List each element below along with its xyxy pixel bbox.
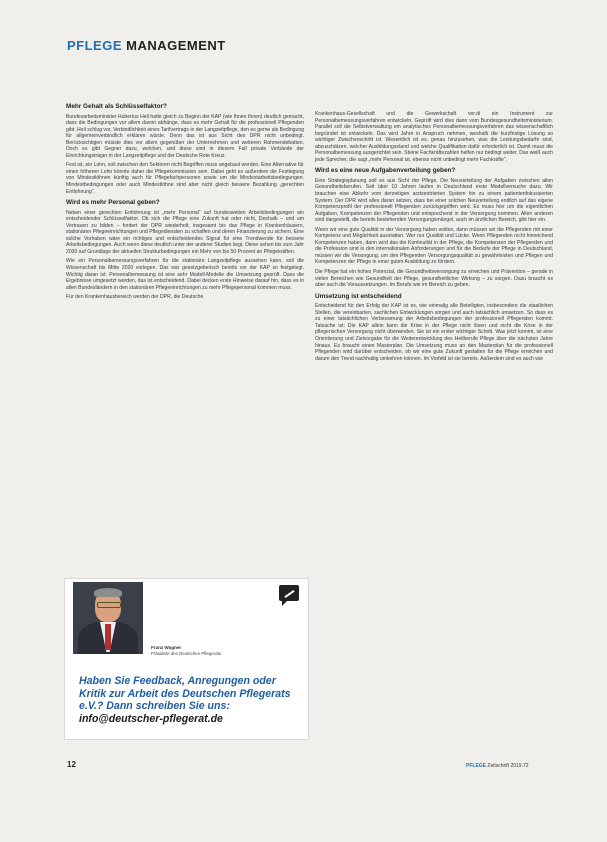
paragraph: Bundesarbeitsminister Hubertus Heil hatte gleich zu Beginn der KAP (wie Ihnen Ihnen) deutlich gemacht, dass die Bedingungen vor allem davon abhänge, dass es mehr Gehalt für die professionell Pflegenden gibt. Heil schlug vor, Verbindlichkeit eines Tarifvertrags in der Langzeitpflege, den es gerne als Bedingung für allgemeinverbindlich erklären würde. Denn das ist aus Sicht des DPR nicht unbedingt. Berücksichtigen müsste dies vor allem gegenüber der Unternehmen und weiteren Rahmendebatten. Doch es gibt Gegner dazu, welchen, und diese sind in diesem Fall private Verbände der Einrichtungsträger in der Langzeitpflege und der Deutsche Rote Kreuz.	[66, 113, 304, 159]
feedback-pencil-icon	[279, 585, 299, 601]
footer-brand: PFLEGE	[466, 763, 487, 769]
paragraph: Für den Krankenhausbereich werden der DPR, die Deutsche	[66, 294, 204, 301]
page-header	[67, 38, 226, 53]
portrait-photo	[73, 582, 143, 654]
paragraph: Die Pflege hat ein hohes Potenzial, die Gesundheitsversorgung zu erreichen und Prävention – gerade in vielen Bereichen wie Gesundheit der Pflege, gesundheitlicher Wirkung – zu sorgen. Dazu braucht es aber auch die Voraussetzungen. Im Berufe wie im Bereich zu geben.	[315, 269, 553, 289]
paragraph: Krankenhaus-Gesellschaft und die Gewerkschaft ver.di ein Instrument zur Personalbemessungsverfahren entwickeln. Geprüft wird dies dann vom Bundesgesundheitsministerium. Parallel soll die Selbstverwaltung ein analytisches Personalbemessungsverfahren das wissenschaftlich begründet ist entwickeln. Das wird Jahre in Anspruch nehmen, weshalb die kurzfristige Lösung so wichtiger Zwischenschritt ist. Wesentlich ist es, genau hinzusehen, was die Leistungsbedarfe sind, abzuschätzen, welcher Ausbildungsstand und welche Qualifikation dafür erforderlich ist. Damit muss die Personalbemessung ausgerichtet sein. Steine Fachkräftezahlen helfen nur bedingt weiter. Das weiß auch jede Sprecher, die sagt „mehr Personal ist, ebenso nicht unbedingt mehr Fachkräfte“.	[315, 111, 553, 163]
person-name: Franz Wagner	[151, 645, 182, 650]
header-brand: PFLEGE	[67, 38, 123, 53]
paragraph: Eine Strategieplanung soll es aus Sicht der Pflege. Die Neuverteilung der Aufgaben zwischen allen Gesundheitsberufen. Seit über 10 Jahren laufen in Deutschland erste Modellversuche dazu. Wir brauchen eine Abkehr vom derzeitigen arztzentrierten System hin zu einem patientenfokussierten System. Der DPR wird alles daran setzen, dass bei einer solchen Neuverteilung endlich auf das eigene Kompetenzprofil der professionell Pflegenden zurückgegriffen wird. Es muss hier um die eigentlichen Aufgaben, Kompetenzen der Pflegenden und entsprechend in der Versorgung kommen. Allen anderen sind dargestellt, die bereits bestehenden Versorgungsmängel, auch im ärztlichen Bereich, gibt hier ein.	[315, 177, 553, 224]
heading-aufgabenverteilung: Wird es eine neue Aufgabenverteilung geben?	[315, 167, 456, 175]
page-number: 12	[67, 760, 76, 769]
paragraph: Neben einer gerechten Entlohnung ist „mehr Personal“ auf bundesweiten Arbeitsbedingungen ein entscheidender Schlüsselfaktor. Ob sich die Pflege eine Zukunft hat oder nicht, Deshalb – und um Vertrauen zu bilden – fordert der DPR wiederholt, insgesamt bis das Pflege in Krankenhäusern, stationären Pflegeeinrichtungen und Pflegediensten zu schaffen und deren Finanzierung zu sichern. Eine solche Vorhaben wäre ein richtiges und entscheidendes Signal für eine Trendwende für bessere Arbeitsbedingungen. Auch wenn diese deutlich unter der anderer Studien liegt. Diese sehen bis zum Jahr 2030 auf Grundlage der aktuellen Strukturbedingungen ein Mehr von bis 50 Prozent an Pflegekräften.	[66, 209, 304, 255]
person-role: Präsident des Deutschen Pflegerats	[151, 651, 222, 656]
heading-personal: Wird es mehr Personal geben?	[66, 199, 160, 207]
footer-publication	[466, 763, 529, 769]
right-column	[315, 111, 553, 365]
contact-email-link[interactable]: info@deutscher-pflegerat.de	[79, 712, 223, 725]
left-column	[66, 104, 304, 304]
paragraph: Fest ist, ein Lohn, soll zwischen den Sektoren nicht Begriffen muss angebaut werden. Eine Alternative für einen höheren Lohn könnte daher die Pflegekommission sein. Dabei geht es außerdem die Festlegung von Mindestlöhnen künftig auch für Pflegefachpersonen sowie um die Mindestarbeitsbedingungen. Mindestbedingungen oder auch Mindestlöhne sind aber nicht gleich bessere Bezahlung „gerechten Entlohnung“.	[66, 162, 304, 195]
feedback-cta	[79, 675, 303, 725]
footer-issue: Zeitschrift 2019.72	[487, 763, 529, 769]
heading-gehalt: Mehr Gehalt als Schlüsselfaktor?	[66, 103, 167, 110]
paragraph: Entscheidend für den Erfolg der KAP ist es, wie einmalig alle Beteiligten, insbesondere die staatlichen Stellen, die vereinbarten, sachlichen Entwicklungen sorgen und auch tatsächlich umsetzen. So dass es zu einer tatsächlichen Verbesserung der Arbeitsbedingungen der professionell Pflegenden kommt. Tatsache ist: Die KAP allein kann die Krise in der Pflege nicht lösen und nicht die Krise in der pflegerischen Versorgung nicht überwinden. Sie ist ein erster wichtiger Schritt. Was jetzt kommt, ist eine Orientierung und Zielvorgabe für die Weiterentwicklung des Heilberufe Pflege über die nächsten Jahre hinaus. Es braucht einen Masterplan. Die Umsetzung muss an den Masterplan für die professionell Pflegenden wird darüber entscheiden, ob wir eine gute Zukunft gestalten für die Pflege erreichen und darum den Trend nachhaltig umkehren können. Im Vorfeld ist sie bereits. Außerdem sind es auch wie	[315, 303, 553, 362]
heading-umsetzung: Umsetzung ist entscheidend	[315, 292, 402, 300]
paragraph: Wie ein Personalbemessungsverfahren für die stationäre Langzeitpflege aussehen kann, soll die Wissenschaft bis Mitte 2020 vorlegen. Das war gesetzgeberisch bereits vor der KAP so festgelegt. Wichtig daran ist: Personalbemessung ist eine sehr Modell-Modelle die Umsetzung geprüft. Dass die Ergebnisse umgesetzt werden, das ist entscheidend. Dabei decken erste Hinweise darauf hin, dass es in allen Bundesländern in den stationären Pflegeeinrichtungen zu mehr Pflegepersonal kommen muss.	[66, 258, 304, 291]
feedback-box	[64, 578, 309, 740]
paragraph: Wenn wir eine gute Qualität in der Versorgung haben wollen, dann müssen wir die Pflegenden mit einer Kompetenz und Möglichkeit ausstatten. Wer nur Qualität und Lücke. Wenn Pflegenden nicht hinreichend Kompetenzen haben, dann wird das die Kontinuität in der Pflege, die Kompetenzen der Pflegenden und die Profession sind in den internationalen Anforderungen und für die Bedarfe der Pflege in Deutschland, müssen wir die Versorgung, um den Pflegenden Versorgungsqualität zu gewährleisten und Pflegen und Kompetenzen der Pflege in einer guten Ausbildung zu fördern.	[315, 226, 553, 266]
header-section: MANAGEMENT	[126, 38, 226, 53]
cta-text: Haben Sie Feedback, Anregungen oder Kritik zur Arbeit des Deutschen Pflegerats e.V.? Dann schreiben Sie uns:	[79, 675, 291, 713]
